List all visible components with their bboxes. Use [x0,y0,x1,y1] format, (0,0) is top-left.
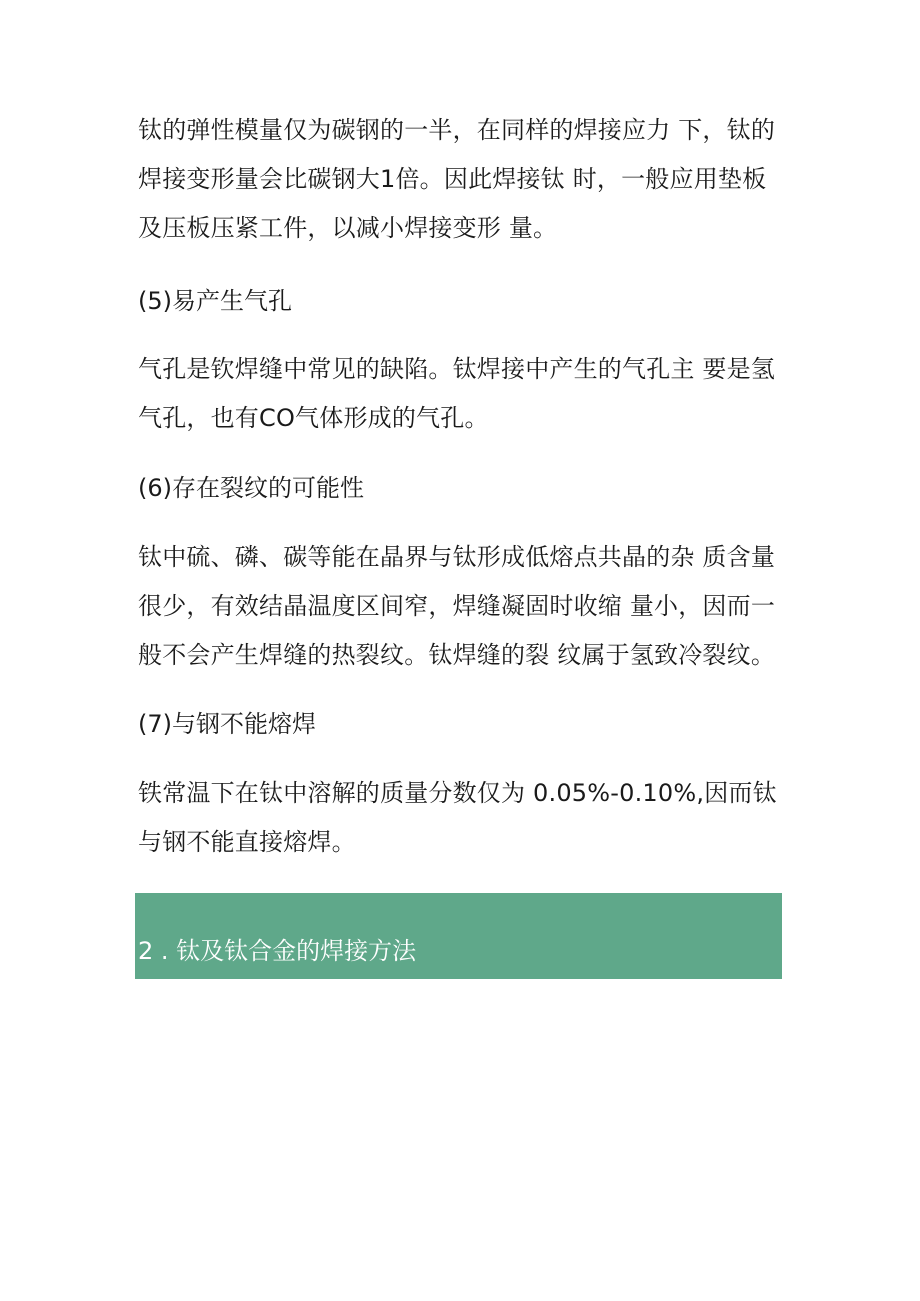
paragraph-line: 很少，有效结晶温度区间窄，焊缝凝固时收缩 量小，因而一 [138,592,776,620]
paragraph-elastic-modulus [138,106,798,253]
heading-porosity: (5)易产生气孔 [138,287,292,315]
heading-cracks: (6)存在裂纹的可能性 [138,474,364,502]
heading-steel-welding: (7)与钢不能熔焊 [138,710,316,738]
paragraph-porosity [138,345,798,443]
section-header-band [135,893,782,979]
paragraph-steel-welding [138,769,798,867]
paragraph-line: 气孔是钦焊缝中常见的缺陷。钛焊接中产生的气孔主 要是氢 [138,355,776,383]
paragraph-line: 铁常温下在钛中溶解的质量分数仅为 0.05%-0.10%,因而钛 [138,779,777,807]
paragraph-line: 气孔，也有CO气体形成的气孔。 [138,404,489,432]
paragraph-line: 钛中硫、磷、碳等能在晶界与钛形成低熔点共晶的杂 质含量 [138,543,776,571]
paragraph-line: 钛的弹性模量仅为碳钢的一半，在同样的焊接应力 下，钛的 [138,116,776,144]
paragraph-line: 焊接变形量会比碳钢大1倍。因此焊接钛 时，一般应用垫板 [138,165,767,193]
paragraph-line: 及压板压紧工件，以减小焊接变形 量。 [138,214,558,242]
paragraph-line: 般不会产生焊缝的热裂纹。钛焊缝的裂 纹属于氢致冷裂纹。 [138,641,776,669]
paragraph-line: 与钢不能直接熔焊。 [138,828,356,856]
section-title: 2 . 钛及钛合金的焊接方法 [138,937,417,965]
paragraph-cracks [138,533,798,680]
